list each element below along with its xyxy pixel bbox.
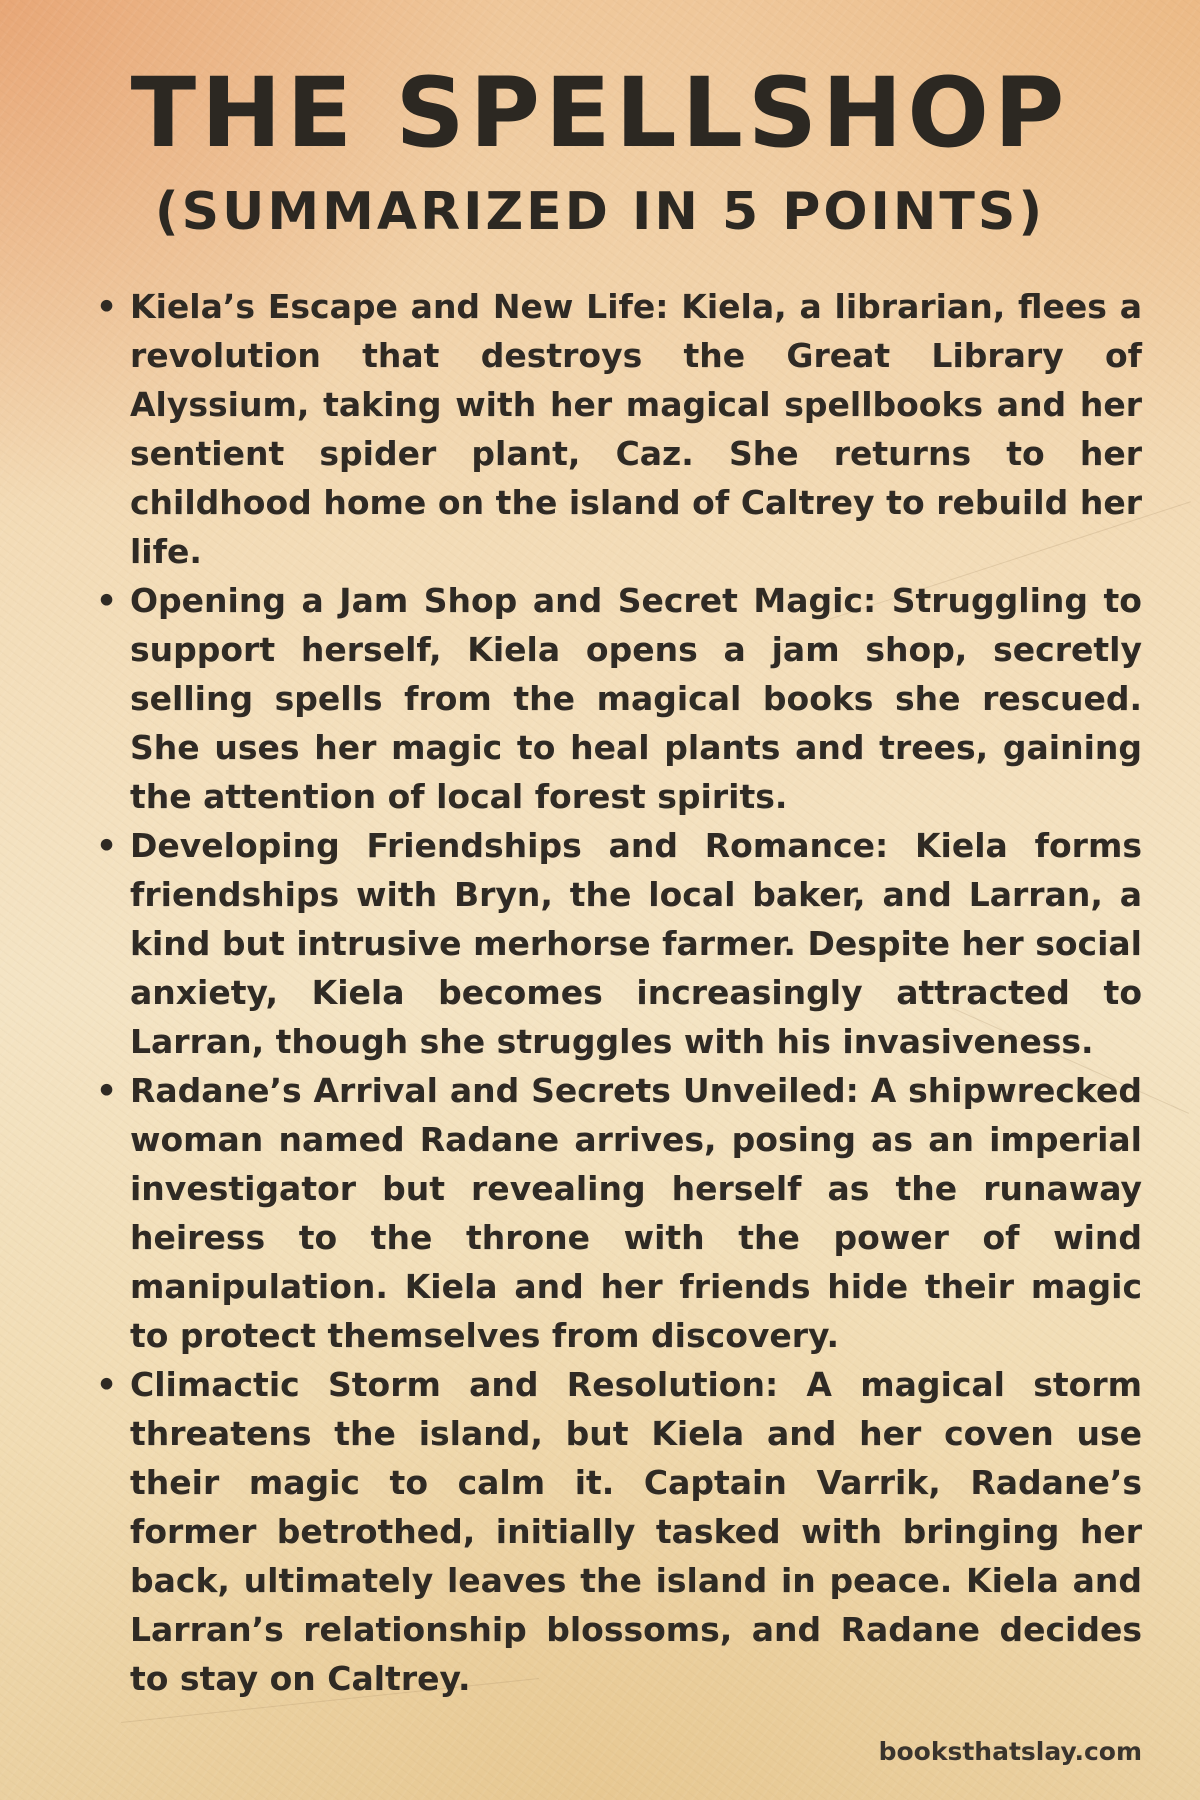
page-subtitle: (SUMMARIZED IN 5 POINTS) xyxy=(154,182,1046,242)
point-heading: Climactic Storm and Resolution: xyxy=(130,1365,779,1404)
source-url[interactable]: booksthatslay.com xyxy=(878,1737,1142,1766)
point-text: Struggling to support herself, Kiela opens a jam shop, secretly selling spells from the magical books she rescued. She uses her magic to heal plants and trees, gaining the attention of local forest spirits. xyxy=(130,581,1142,816)
point-text: A shipwrecked woman named Radane arrives, posing as an imperial investigator but revealing herself as the runaway heiress to the throne with the power of wind manipulation. Kiela and her friends hide their magic to protect themselves from discovery. xyxy=(130,1071,1142,1355)
point-heading: Kiela’s Escape and New Life: xyxy=(130,287,669,326)
summary-point xyxy=(96,821,1142,1066)
point-text: Kiela forms friendships with Bryn, the local baker, and Larran, a kind but intrusive merhorse farmer. Despite her social anxiety, Kiela becomes increasingly attracted to Larran, though she struggles with his invasiveness. xyxy=(130,826,1142,1061)
bullet-icon: • xyxy=(96,826,118,865)
point-text: Kiela, a librarian, flees a revolution that destroys the Great Library of Alyssium, taking with her magical spellbooks and her sentient spider plant, Caz. She returns to her childhood home on the island of Caltrey to rebuild her life. xyxy=(130,287,1142,571)
page-title: THE SPELLSHOP xyxy=(130,57,1070,169)
summary-point xyxy=(96,282,1142,576)
point-heading: Opening a Jam Shop and Secret Magic: xyxy=(130,581,877,620)
summary-point xyxy=(96,1066,1142,1360)
point-heading: Developing Friendships and Romance: xyxy=(130,826,889,865)
point-heading: Radane’s Arrival and Secrets Unveiled: xyxy=(130,1071,859,1110)
summary-point xyxy=(96,1360,1142,1703)
bullet-icon: • xyxy=(96,1365,118,1404)
point-text: A magical storm threatens the island, but Kiela and her coven use their magic to calm it. Captain Varrik, Radane’s former betrothed, initially tasked with bringing her back, ultimately leaves the island in peace. Kiela and Larran’s relationship blossoms, and Radane decides to stay on Caltrey. xyxy=(130,1365,1142,1698)
bullet-icon: • xyxy=(96,287,118,326)
summary-point xyxy=(96,576,1142,821)
bullet-icon: • xyxy=(96,581,118,620)
bullet-icon: • xyxy=(96,1071,118,1110)
summary-list xyxy=(96,282,1142,1703)
